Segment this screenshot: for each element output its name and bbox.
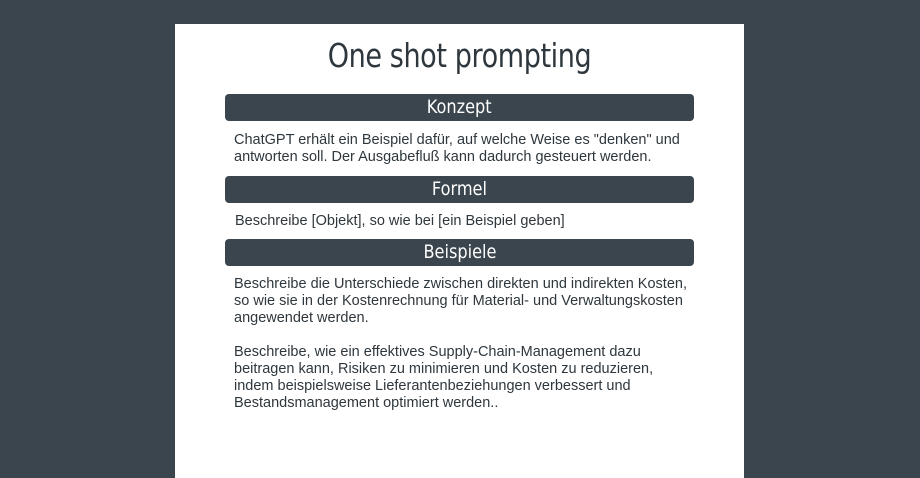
section-heading-formel: Formel: [431, 178, 488, 200]
example-text-1: Beschreibe die Unterschiede zwischen direkten und indirekten Kosten, so wie sie in der Kostenrechnung für Material- und Verwaltungskosten angewendet werden.: [234, 276, 687, 326]
section-header-formel: [225, 176, 694, 203]
slide-page: [175, 24, 744, 478]
example-text-2: Beschreibe, wie ein effektives Supply-Chain-Management dazu beitragen kann, Risiken zu minimieren und Kosten zu reduzieren, indem beispielsweise Lieferantenbeziehungen verbessert und Bestandsmanagement optimiert werden..: [234, 344, 654, 411]
page-title: One shot prompting: [327, 36, 592, 75]
section-heading-konzept: Konzept: [427, 96, 492, 118]
section-header-konzept: [225, 94, 694, 121]
section-header-beispiele: [225, 239, 694, 266]
formel-text: Beschreibe [Objekt], so wie bei [ein Beispiel geben]: [235, 213, 565, 229]
section-heading-beispiele: Beispiele: [422, 241, 497, 263]
konzept-text: ChatGPT erhält ein Beispiel dafür, auf welche Weise es "denken" und antworten soll. Der Ausgabefluß kann dadurch gesteuert werden.: [234, 132, 680, 165]
